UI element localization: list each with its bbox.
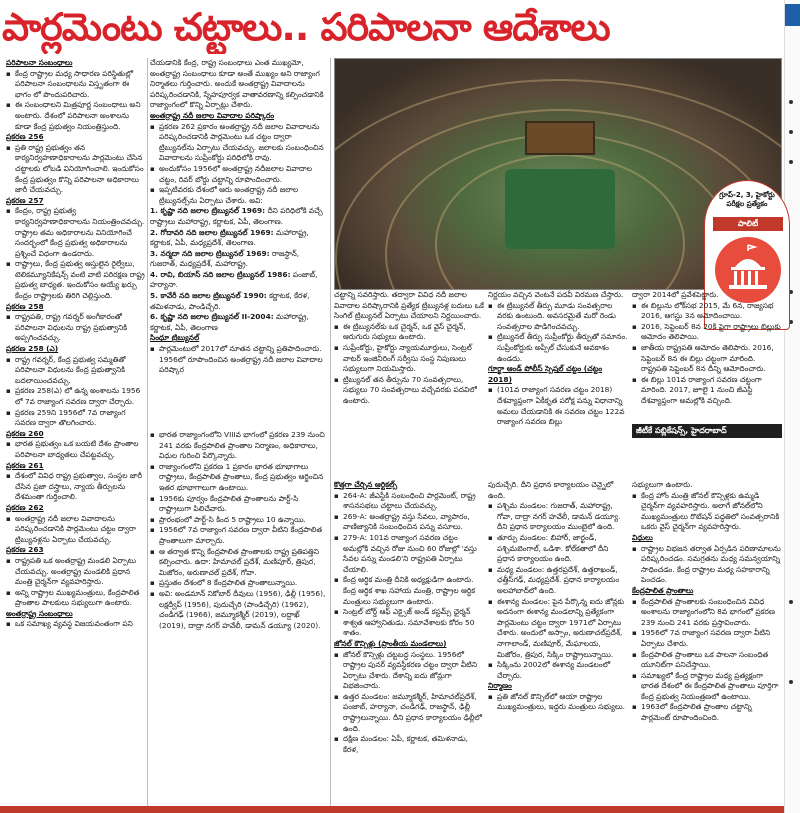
bullet-text: ▪ 2016, సెప్టెంబర్ 8న 20కి పైగా రాష్ట్రాలు బిల్లుకు ఆమోదం తెలిపాయి.	[632, 322, 782, 343]
bullet-text: ▪ ఈ ట్రిబ్యునల్‌కు ఒక చైర్మన్, ఒక వైస్ చైర్మన్, ఆరుగురు సభ్యులు ఉంటారు.	[334, 322, 484, 343]
paragraph: చట్టాన్ని సవరిస్తారు. తద్వారా వివిధ నదీ జలాల వివాదాల పరిష్కారానికి ప్రత్యేక ట్రిబ్యునళ్ల బదులు ఒకే సింగిల్ ట్రిబ్యునల్ ఏర్పాటు చేయాలని నిర్ణయించారు.	[334, 290, 484, 321]
bullet-text: ▪ కేంద్రపాలిత ప్రాంతాలకు సంబంధించిన వివిధ అంశాలను రాజ్యాంగంలోని 8వ భాగంలో ప్రకరణ 239 నుంచి 241 వరకు ప్రస్తావించారు.	[632, 597, 782, 629]
bullet-text: ▪ అంతర్రాష్ట్ర నదీ జలాల వివాదాలను పరిష్కరించడానికి పార్లమెంటు చట్టం ద్వారా ట్రిబ్యునళ్లను ఏర్పాటు చేయవచ్చు.	[6, 514, 146, 546]
article-column-5	[632, 290, 782, 478]
badge-tag: పాలిటీ	[713, 217, 783, 231]
bullet-text: ▪ 1956లో 7వ రాజ్యాంగ సవరణ ద్వారా వీటిని ఏర్పాటు చేశారు.	[632, 628, 782, 649]
section-heading: పరిపాలనా సంబంధాలు	[6, 58, 73, 67]
bullet-text: ▪ కేంద్రపాలిత ప్రాంతాలు ఒక పాలనా సంబంధిత యూనిట్‌గా పనిచేస్తాయి.	[632, 650, 782, 671]
bullet-text: ▪ ప్రస్తుతం దేశంలో 8 కేంద్రపాలిత ప్రాంతాలున్నాయి.	[150, 578, 328, 589]
page-title: పార్లమెంటు చట్టాలు.. పరిపాలనా ఆదేశాలు	[2, 5, 610, 49]
list-item-text: దీని పరిధిలోకి వచ్చే రాష్ట్రాలు మహారాష్ట్ర, కర్ణాటక, ఏపీ, తెలంగాణ.	[150, 206, 323, 226]
bullet-text: ▪ ప్రకరణ 262 ప్రకారం అంతర్రాష్ట్ర నదీ జలాల వివాదాలను పరిష్కరించడానికి పార్లమెంటు ఒక చట్టం ద్వారా ట్రిబ్యునల్‌ను ఏర్పాటు చేయవచ్చు. జలాలకు సంబంధించిన వివాదాలను సుప్రీంకోర్టు పరిధిలోకి రావు.	[150, 122, 328, 164]
section-heading: జోనల్ కౌన్సిళ్లు (ప్రాంతీయ మండలాలు)	[334, 638, 447, 648]
article-column-3	[334, 290, 484, 478]
bullet-text: ▪ ట్రిబ్యునల్ తన తీర్పును 70 సంవత్సరాలు, సభ్యులు 70 సంవత్సరాలు వచ్చేవరకు పదవిలో ఉంటారు.	[334, 375, 484, 407]
badge-subtitle-line: పరీక్షల ప్రత్యేకం	[726, 200, 768, 208]
section-heading: నిర్మాణం	[488, 681, 512, 691]
list-item-text: మహారాష్ట్ర, కర్ణాటక, ఏపీ, తెలంగాణ	[150, 312, 309, 332]
list-item-text: కర్ణాటక, కేరళ, తమిళనాడు, పాండిచ్చేరి.	[150, 291, 310, 311]
bullet-text: ▪ సుప్రీంకోర్టు, హైకోర్టు న్యాయమూర్తులు, సెంట్రల్ వాటర్ ఇంజినీరింగ్ సర్వీసు సంస్థ నిపుణులు సభ్యులుగా నియమిస్తారు.	[334, 343, 484, 375]
bullet-text: ▪ ప్రతి రాష్ట్ర ప్రభుత్వం తన కార్యనిర్వహణాధికారాలను పార్లమెంటు చేసిన చట్టాలకు లోబడి వినియోగించాలి. ఇందుకోసం కేంద్ర ప్రభుత్వం కొన్ని పరిపాలనా అధికారాలు జారీ చేయవచ్చు.	[6, 143, 146, 196]
strip-bullet	[789, 130, 793, 134]
bullet-text: ▪ ఉత్తర మండలం: జమ్మూకశ్మీర్, హిమాచల్‌ప్రదేశ్, పంజాబ్, హర్యానా, చండీగఢ్, రాజస్థాన్, ఢిల్లీ రాష్ట్రాలున్నాయి. దీని ప్రధాన కార్యాలయం ఢిల్లీలో ఉంది.	[334, 692, 484, 734]
section-heading: కొత్తగా చేర్చిన ఆర్టికల్స్	[334, 480, 398, 489]
bullet-text: ▪ రాష్ట్రాల విభజన తర్వాత ఏర్పడిన పరిణామాలను పరిష్కరించడం. సమగ్రతను మధ్య సమన్వయాన్ని సాధించడం. కేంద్ర రాష్ట్రాల మధ్య సహకారాన్ని పెంచడం.	[632, 544, 782, 586]
bullet-text: ▪ అందుకోసం 1956లో అంతర్రాష్ట్ర నదీజలాల వివాదాల చట్టం, రివర్ బోర్డు చట్టాన్ని రూపొందించారు.	[150, 164, 328, 185]
section-heading: కేంద్రపాలిత ప్రాంతాలు	[632, 585, 694, 595]
strip-bullet	[789, 160, 793, 164]
paragraph: సభ్యులుగా ఉంటారు.	[632, 480, 693, 489]
bullet-text: ▪ పశ్చిమ మండలం: గుజరాత్, మహారాష్ట్ర, గోవా, దాద్రా నగర్ హవేలీ, డామన్ డయ్యూ. దీని ప్రధాన కార్యాలయం ముంబైలో ఉంది.	[488, 501, 628, 533]
strip-bullet	[789, 600, 793, 604]
bullet-text: ▪ రాజ్యాంగంలోని ప్రకరణ 1 ప్రకారం భారత భూభాగాలు రాష్ట్రాలు, కేంద్రపాలిత ప్రాంతాలు, కేంద్ర ప్రభుత్వం ఆర్జించిన ఇతర భూభాగాలుగా ఉంటాయి.	[150, 462, 328, 494]
adjacent-page-strip	[784, 0, 800, 813]
section-heading: ప్రకరణ 260	[6, 428, 44, 438]
paragraph: పుదుచ్చేరి. దీని ప్రధాన కార్యాలయం చెన్నైలో ఉంది.	[488, 480, 614, 500]
paragraph: ద్వారా 2014లో ప్రవేశపెట్టారు.	[632, 290, 719, 299]
bullet-text: ▪ 1956లో 7వ రాజ్యాంగ సవరణ ద్వారా వీటిని కేంద్రపాలిత ప్రాంతాలుగా మార్చారు.	[150, 525, 328, 546]
article-column-2	[150, 58, 328, 478]
section-heading: ప్రకరణ 258 (ఎ)	[6, 344, 59, 354]
section-heading: ప్రకరణ 262	[6, 502, 44, 512]
bullet-text: ▪ ఇప్పటివరకు దేశంలో ఆరు అంతర్రాష్ట్ర నదీ జలాల ట్రిబ్యునల్స్‌ను ఏర్పాటు చేశారు. అవి:	[150, 185, 328, 206]
list-item-title: 5. కావేరీ నది జలాల ట్రిబ్యునల్ 1990:	[150, 291, 267, 301]
bullet-text: ▪ ప్రకరణ 259ని 1956లో 7వ రాజ్యాంగ సవరణ ద్వారా తొలగించారు.	[6, 408, 146, 429]
bullet-text: ▪ ప్రారంభంలో పార్ట్-సి కింద 5 రాష్ట్రాలు 10 ఉన్నాయి.	[150, 515, 328, 526]
bullet-text: ▪ ఈ బిల్లు 101వ రాజ్యాంగ సవరణ చట్టంగా మారింది. 2017, జూలై 1 నుంచి జీఎస్టీ దేశవ్యాప్తంగా అమల్లోకి వచ్చింది.	[632, 375, 782, 407]
list-item-title: 6. కృష్ణా నది జలాల ట్రిబ్యునల్ II-2004:	[150, 312, 274, 322]
bullet-text: ▪ 279-A: 101వ రాజ్యాంగ సవరణ చట్టం అమల్లోకి వచ్చిన రోజు నుంచి 60 రోజుల్లో 'వస్తు సేవల పన్ను మండలి'ని రాష్ట్రపతి ఏర్పాటు చేయాలి.	[334, 533, 484, 575]
column-divider	[147, 58, 148, 806]
bullet-text: ▪ 1963లో కేంద్రపాలిత ప్రాంతాల చట్టాన్ని పార్లమెంట్ రూపొందించింది.	[632, 702, 782, 723]
section-heading: ప్రకరణ 258	[6, 301, 44, 311]
article-column-1	[6, 58, 146, 806]
section-heading: అంతర్రాష్ట్ర సంబంధాలు	[6, 608, 73, 618]
list-item-text: రాజస్థాన్, గుజరాత్, మధ్యప్రదేశ్, మహారాష్ట్ర.	[150, 248, 300, 269]
bullet-text: ▪ మధ్య మండలం: ఉత్తరప్రదేశ్, ఉత్తరాఖండ్, ఛత్తీస్‌గఢ్, మధ్యప్రదేశ్. ప్రధాన కార్యాలయం అలహాబాద్‌లో ఉంది.	[488, 565, 628, 597]
bullet-text: ▪ కేంద్రం, రాష్ట్ర ప్రభుత్వ కార్యనిర్వహణాధికారాలను నియంత్రించవచ్చు. రాష్ట్రాల తమ అధికారాలను వినియోగించే సందర్భంలో కేంద్ర ప్రభుత్వ అధికారాలను ప్రశ్నించే విధంగా ఉండరాదు.	[6, 206, 146, 259]
section-heading: ప్రకరణ 263	[6, 545, 44, 555]
bullet-text: ▪ 264-A: జీఎస్టీకి సంబంధించి పార్లమెంట్, రాష్ట్ర శాసనసభలు చట్టాలు చేయవచ్చు.	[334, 491, 484, 512]
list-item-title: 3. నర్మదా నది జలాల ట్రిబ్యునల్ 1969:	[150, 248, 270, 258]
section-heading: విధులు	[632, 532, 653, 542]
bullet-text: ▪ దక్షిణ మండలం: ఏపీ, కర్ణాటక, తమిళనాడు, కేరళ,	[334, 734, 484, 755]
publisher-caption: జీటీకే పబ్లికేషన్స్, హైదరాబాద్	[632, 424, 782, 438]
paragraph: చేయడానికి కేంద్ర, రాష్ట్ర సంబంధాలు ఎంత ముఖ్యమో, అంతర్రాష్ట్ర సంబంధాలు కూడా అంతే ముఖ్యం అని రాజ్యాంగ నిర్మాతలు గుర్తించారు. అందుకే అంతర్రాష్ట్ర వివాదాలను పరిష్కరించడానికి, స్నేహపూర్వక వాతావరణాన్ని కల్పించడానికి రాజ్యాంగంలో కొన్ని ఏర్పాట్లు చేశారు.	[150, 58, 324, 110]
photo-speaker-desk	[525, 121, 595, 155]
bullet-text: ▪ సిక్కింను 2002లో ఈశాన్య మండలంలో చేర్చారు.	[488, 660, 628, 681]
paragraph: నిర్ణయం వచ్చిన వెంటనే పదవీ విరమణ చేస్తారు.	[488, 290, 624, 299]
article-lower-column-3	[632, 480, 782, 806]
bullet-text: ▪ కేంద్ర హోం మంత్రి జోనల్ కౌన్సిళ్లకు ఉమ్మడి చైర్మన్‌గా వ్యవహరిస్తారు. అలాగే జోనల్‌లోని ముఖ్యమంత్రులు రొటేషన్ పద్ధతిలో సంవత్సరానికి ఒకరు వైస్ చైర్మన్‌గా వ్యవహరిస్తారు.	[632, 491, 782, 533]
strip-bullet	[789, 100, 793, 104]
section-heading: ప్రకరణ 261	[6, 460, 44, 470]
bullet-text: ▪ దేశంలో వివిధ రాష్ట్ర ప్రభుత్వాల, సంస్థల జారీ చేసిన ప్రజా దస్త్రాలు, న్యాయ తీర్పులను దేశమంతా గుర్తించాలి.	[6, 471, 146, 503]
bullet-text: ▪ సమాఖ్యలో కేంద్ర రాష్ట్రాల మధ్య ప్రత్యక్షంగా భారత దేశంలో ఈ కేంద్రపాలిత ప్రాంతాలు పూర్తిగా కేంద్ర ప్రభుత్వ నియంత్రణలో ఉంటాయి.	[632, 671, 782, 703]
bullet-text: ▪ కేంద్ర రాష్ట్రాల మధ్య సాధారణ పరిస్థితుల్లో పరిపాలనా సంబంధాలను విస్తృతంగా ఈ భాగం లో పొందుపరిచారు.	[6, 69, 146, 101]
bullet-text: ▪ అన్ని రాష్ట్రాల ముఖ్యమంత్రులు, కేంద్రపాలిత ప్రాంతాల పాలకులు సభ్యులుగా ఉంటారు.	[6, 588, 146, 609]
section-heading: సింధూ ట్రిబ్యునల్	[150, 333, 200, 343]
section-heading: ప్రకరణ 256	[6, 132, 44, 142]
bullet-text: ▪ (101వ రాజ్యాంగ సవరణ చట్టం 2018) దేశవ్యాప్తంగా ఏకీకృత పరోక్ష పన్ను విధానాన్ని అమలు చేయడానికి ఈ సవరణ చట్టం 122వ రాజ్యాంగ సవరణ బిల్లు	[488, 385, 628, 427]
bullet-text: ▪ జోనల్ కౌన్సిళ్లు చట్టబద్ధ సంస్థలు. 1956లో రాష్ట్రాల పునర్‌ వ్యవస్థీకరణ చట్టం ద్వారా వీటిని ఏర్పాటు చేశారు. దేశాన్ని ఐదు జోన్లుగా విభజించారు.	[334, 650, 484, 692]
list-item-text: మహారాష్ట్ర, కర్ణాటక, ఏపీ, మధ్యప్రదేశ్, తెలంగాణ.	[150, 227, 309, 248]
bullet-text: ▪ అవి: అండమాన్ నికోబార్ దీవులు (1956), ఢిల్లీ (1956), లక్షద్వీప్ (1956), పుదుచ్చేరి (పాండిచ్చేరి) (1962), చండీగఢ్ (1966), జమ్మూకశ్మీర్ (2019), లద్దాఖ్ (2019), దాద్రా నగర్ హవేలీ, డామన్ డయ్యూ (2020).	[150, 589, 328, 631]
bullet-text: ▪ ప్రతి జోనల్ కౌన్సిల్‌లో ఆయా రాష్ట్రాల ముఖ్యమంత్రులు, ఇద్దరు మంత్రులు సభ్యులు.	[488, 692, 628, 713]
bullet-text: ▪ ఈ ట్రిబ్యునల్ తీర్పు మూడు సంవత్సరాల వరకు ఉంటుంది. అవసరమైతే మరో రెండు సంవత్సరాల పొడిగించవచ్చు.	[488, 301, 628, 333]
strip-bullet	[789, 680, 793, 684]
list-item-text: పంజాబ్, హర్యానా.	[150, 269, 318, 290]
bullet-text: ▪ ఈ సంబంధాలని మిత్రపూర్ణ సంబంధాలు అని అంటారు. దేశంలో పరిపాలనా అంశాలను కూడా కేంద్ర ప్రభుత్వం నియంత్రిస్తుంది.	[6, 100, 146, 132]
article-column-2-continued	[150, 430, 328, 806]
article-lower-column-1	[334, 480, 484, 806]
bullet-text: ▪ రాష్ట్రపతి, రాష్ట్ర గవర్నర్ అంగీకారంతో పరిపాలనా విధులను రాష్ట్ర ప్రభుత్వానికి అప్పగించవచ్చు.	[6, 312, 146, 344]
list-item-title: 1. కృష్ణా నది జలాల ట్రిబ్యునల్ 1969:	[150, 206, 266, 216]
list-item-title: 2. గోదావరి నది జలాల ట్రిబ్యునల్ 1969:	[150, 227, 274, 237]
bullet-text: ▪ తూర్పు మండలం: బిహార్, జార్ఖండ్, పశ్చిమబెంగాల్, ఒడిశా. కోల్‌కతాలో దీని ప్రధాన కార్యాలయం ఉంది.	[488, 533, 628, 565]
bullet-text: ▪ రాష్ట్రాలు, కేంద్ర ప్రభుత్వ ఆస్తులైన రైల్వేలు, టెలికమ్యూనికేషన్స్ వంటి వాటి పరిరక్షణ రాష్ట్ర ప్రభుత్వ బాధ్యత. ఇందుకోసం అయ్యే ఖర్చు కేంద్రం రాష్ట్రాలకు తిరిగి చెల్లిస్తుంది.	[6, 259, 146, 301]
bullet-text: ▪ భారత ప్రభుత్వం ఒక బయటి దేశం ప్రాంతాల పరిపాలనా బాధ్యతలు చేపట్టవచ్చు.	[6, 439, 146, 460]
bullet-text: ▪ సెంట్రల్ బోర్డ్ ఆఫ్ ఎక్సైజ్ అండ్ కస్టమ్స్ ఛైర్మన్ శాశ్వత ఆహ్వానితుడు. సమావేశాలకు కోరం 50 శాతం.	[334, 607, 484, 639]
bullet-text: ▪ ఈ బిల్లును లోక్‌సభ 2015, మే 6న, రాజ్యసభ 2016, ఆగస్టు 3న ఆమోదించాయి.	[632, 301, 782, 322]
bullet-text: ▪ జాతీయ రాష్ట్రపతి ఆమోదం తెలిపారు. 2016, సెప్టెంబర్ 8న ఈ బిల్లు చట్టంగా మారింది. రాష్ట్రపతి సెప్టెంబర్ 8న దీన్ని ఆమోదించారు.	[632, 343, 782, 375]
badge-subtitle	[705, 191, 789, 209]
bullet-text: ▪ రాష్ట్రపతి ఒక అంతర్రాష్ట్ర మండలి ఏర్పాటు చేయవచ్చు. అంతర్రాష్ట్ర మండలికి ప్రధాన మంత్రి చైర్మన్‌గా వ్యవహరిస్తారు.	[6, 556, 146, 588]
bullet-text: ▪ రాష్ట్ర గవర్నర్, కేంద్ర ప్రభుత్వ సమ్మతితో పరిపాలనా విధులను కేంద్ర ప్రభుత్వానికి బదలాయించవచ్చు.	[6, 355, 146, 387]
article-column-4	[488, 290, 628, 478]
section-heading: అంతర్రాష్ట్ర నదీ జలాల వివాదాల పరిష్కారం	[150, 110, 275, 120]
bullet-text: ▪ 269-A: అంతర్రాష్ట్ర వస్తు సేవలు, వ్యాపారం, వాణిజ్యానికి సంబంధించిన పన్ను వసూలు.	[334, 512, 484, 533]
bullet-text: ▪ ఆ తర్వాత కొన్ని కేంద్రపాలిత ప్రాంతాలకు రాష్ట్ర ప్రతిపత్తిని కల్పించారు. ఉదా: హిమాచల్ ప్రదేశ్, మణిపూర్, త్రిపుర, మిజోరం, అరుణాచల్ ప్రదేశ్, గోవా.	[150, 547, 328, 579]
section-heading: ప్రకరణ 257	[6, 195, 44, 205]
article-lower-column-2	[488, 480, 628, 806]
bullet-text: ▪ ప్రకరణ 258(ఎ) లో ఉన్న అంశాలను 1956 లో 7వ రాజ్యాంగ సవరణ ద్వారా చేర్చారు.	[6, 386, 146, 407]
bullet-text: ▪ భారత రాజ్యాంగంలోని VIIIవ భాగంలో ప్రకరణ 239 నుంచి 241 వరకు కేంద్రపాలిత ప్రాంతాల నిర్మాణం, అధికారాలు, విధుల గురించి పేర్కొన్నారు.	[150, 430, 328, 462]
photo-house-floor	[505, 169, 615, 249]
list-item-title: 4. రావి, బియాస్ నది జలాల ట్రిబ్యునల్ 1986:	[150, 269, 291, 279]
bullet-text: ▪ పార్లమెంటులో 2017లో నూతన చట్టాన్ని ప్రతిపాదించారు. 1956లో రూపొందించిన అంతర్రాష్ట్ర నదీ జలాల వివాదాల పరిష్కార	[150, 344, 328, 376]
badge-subtitle-line: గ్రూప్-2, 3, హైకోర్టు	[719, 191, 775, 199]
bullet-text: ▪ ఒక సమాఖ్య వ్యవస్థ విజయవంతంగా పని	[6, 619, 146, 630]
section-heading: గూర్ఖా ఆండ్ పోలీస్ స్పెషల్ చట్టం (చట్టం 2018)	[488, 364, 603, 384]
strip-color-block	[785, 4, 800, 26]
bullet-text: ▪ 1956కు పూర్వం కేంద్రపాలిత ప్రాంతాలను పార్ట్-సి రాష్ట్రాలుగా పిలిచేవారు.	[150, 494, 328, 515]
footer-bar	[0, 806, 784, 813]
bullet-text: ▪ కేంద్ర ఆర్థిక మంత్రి దీనికి అధ్యక్షుడిగా ఉంటారు. కేంద్ర ఆర్థిక శాఖ సహాయ మంత్రి, రాష్ట్రాల ఆర్థిక మంత్రులు సభ్యులుగా ఉంటారు.	[334, 575, 484, 607]
bullet-text: ▪ ట్రిబ్యునల్ తీర్పు సుప్రీంకోర్టు తీర్పుతో సమానం. సుప్రీంకోర్టుకు అప్పీల్ చేసుకునే అవకాశం ఉండదు.	[488, 332, 628, 364]
bullet-text: ▪ ఈశాన్య మండలం: పైన పేర్కొన్న ఐదు జోన్లకు అదనంగా ఈశాన్య మండలాన్ని ప్రత్యేకంగా పార్లమెంటు చట్టం ద్వారా 1971లో ఏర్పాటు చేశారు. అందులో అస్సాం, అరుణాచల్‌ప్రదేశ్, నాగాలాండ్, మణిపూర్, మేఘాలయ, మిజోరం, త్రిపుర, సిక్కిం రాష్ట్రాలున్నాయి.	[488, 597, 628, 661]
column-divider	[330, 58, 331, 806]
